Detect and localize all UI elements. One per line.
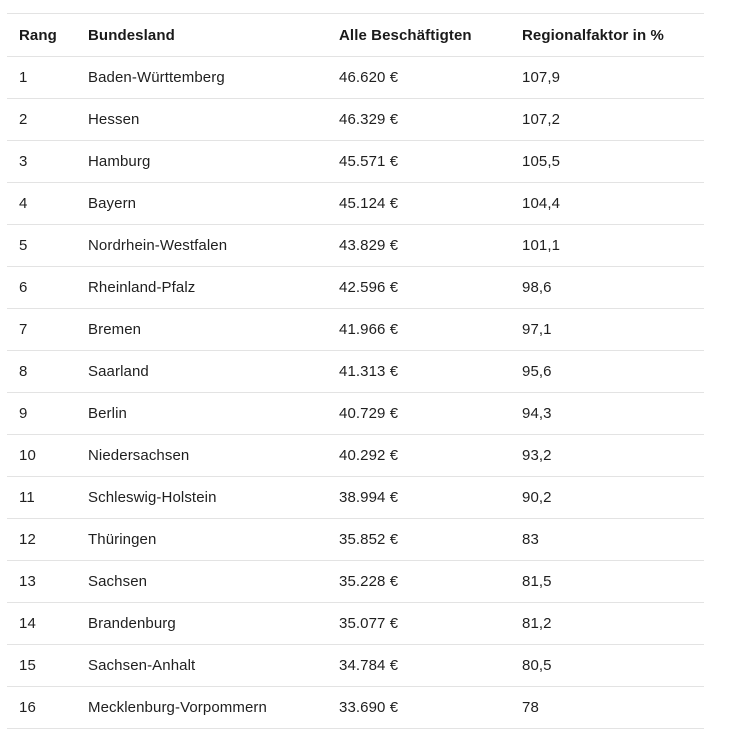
cell-alle-beschaeftigten: 46.329 € <box>339 111 399 128</box>
cell-bundesland: Baden-Württemberg <box>88 69 225 86</box>
cell-rang: 9 <box>19 405 28 422</box>
cell-rang: 7 <box>19 321 28 338</box>
header-bundesland: Bundesland <box>88 26 175 44</box>
cell-rang: 11 <box>19 489 35 506</box>
table-row <box>7 99 704 141</box>
cell-regionalfaktor: 107,9 <box>522 69 561 86</box>
cell-rang: 4 <box>19 195 28 212</box>
table-row <box>7 393 704 435</box>
cell-regionalfaktor: 101,1 <box>522 237 561 254</box>
table-row <box>7 645 704 687</box>
table-row <box>7 519 704 561</box>
cell-rang: 15 <box>19 657 36 674</box>
cell-bundesland: Rheinland-Pfalz <box>88 279 196 296</box>
cell-bundesland: Bremen <box>88 321 142 338</box>
cell-bundesland: Sachsen-Anhalt <box>88 657 196 674</box>
cell-alle-beschaeftigten: 45.124 € <box>339 195 399 212</box>
cell-rang: 16 <box>19 699 36 716</box>
cell-regionalfaktor: 93,2 <box>522 447 552 464</box>
cell-regionalfaktor: 81,5 <box>522 573 552 590</box>
table-row <box>7 477 704 519</box>
cell-regionalfaktor: 105,5 <box>522 153 561 170</box>
cell-regionalfaktor: 98,6 <box>522 279 552 296</box>
cell-bundesland: Hamburg <box>88 153 151 170</box>
cell-alle-beschaeftigten: 41.313 € <box>339 363 399 380</box>
cell-bundesland: Berlin <box>88 405 127 422</box>
cell-alle-beschaeftigten: 38.994 € <box>339 489 399 506</box>
cell-bundesland: Nordrhein-Westfalen <box>88 237 228 254</box>
cell-alle-beschaeftigten: 45.571 € <box>339 153 399 170</box>
table-row <box>7 603 704 645</box>
cell-regionalfaktor: 107,2 <box>522 111 561 128</box>
table-row <box>7 141 704 183</box>
cell-bundesland: Schleswig-Holstein <box>88 489 217 506</box>
cell-alle-beschaeftigten: 33.690 € <box>339 699 399 716</box>
cell-alle-beschaeftigten: 34.784 € <box>339 657 399 674</box>
cell-regionalfaktor: 78 <box>522 699 539 716</box>
cell-bundesland: Hessen <box>88 111 140 128</box>
cell-alle-beschaeftigten: 35.077 € <box>339 615 399 632</box>
cell-regionalfaktor: 80,5 <box>522 657 552 674</box>
table-row <box>7 267 704 309</box>
cell-bundesland: Mecklenburg-Vorpommern <box>88 699 267 716</box>
cell-regionalfaktor: 97,1 <box>522 321 552 338</box>
cell-rang: 5 <box>19 237 28 254</box>
cell-regionalfaktor: 81,2 <box>522 615 552 632</box>
cell-alle-beschaeftigten: 40.729 € <box>339 405 399 422</box>
table-row <box>7 351 704 393</box>
cell-rang: 12 <box>19 531 36 548</box>
cell-bundesland: Bayern <box>88 195 137 212</box>
table-row <box>7 435 704 477</box>
cell-alle-beschaeftigten: 41.966 € <box>339 321 399 338</box>
cell-rang: 8 <box>19 363 28 380</box>
table-row <box>7 561 704 603</box>
cell-regionalfaktor: 94,3 <box>522 405 552 422</box>
header-regionalfaktor: Regionalfaktor in % <box>522 26 664 44</box>
cell-bundesland: Saarland <box>88 363 149 380</box>
cell-rang: 10 <box>19 447 36 464</box>
cell-bundesland: Brandenburg <box>88 615 176 632</box>
table-body <box>7 57 704 729</box>
cell-rang: 6 <box>19 279 28 296</box>
cell-alle-beschaeftigten: 35.228 € <box>339 573 399 590</box>
cell-alle-beschaeftigten: 42.596 € <box>339 279 399 296</box>
header-rang: Rang <box>19 26 57 44</box>
table-row <box>7 183 704 225</box>
cell-bundesland: Thüringen <box>88 531 157 548</box>
cell-rang: 2 <box>19 111 28 128</box>
table-row <box>7 225 704 267</box>
cell-bundesland: Sachsen <box>88 573 148 590</box>
cell-rang: 14 <box>19 615 36 632</box>
table-header-row <box>7 14 704 57</box>
cell-bundesland: Niedersachsen <box>88 447 190 464</box>
cell-regionalfaktor: 90,2 <box>522 489 552 506</box>
cell-alle-beschaeftigten: 35.852 € <box>339 531 399 548</box>
header-alle-beschaeftigten: Alle Beschäftigten <box>339 26 472 44</box>
cell-alle-beschaeftigten: 46.620 € <box>339 69 399 86</box>
cell-rang: 1 <box>19 69 28 86</box>
cell-rang: 13 <box>19 573 36 590</box>
table-row <box>7 687 704 729</box>
cell-regionalfaktor: 83 <box>522 531 539 548</box>
table-row <box>7 57 704 99</box>
cell-alle-beschaeftigten: 43.829 € <box>339 237 399 254</box>
cell-regionalfaktor: 104,4 <box>522 195 561 212</box>
cell-alle-beschaeftigten: 40.292 € <box>339 447 399 464</box>
cell-regionalfaktor: 95,6 <box>522 363 552 380</box>
cell-rang: 3 <box>19 153 28 170</box>
salary-table <box>7 13 704 729</box>
table-row <box>7 309 704 351</box>
